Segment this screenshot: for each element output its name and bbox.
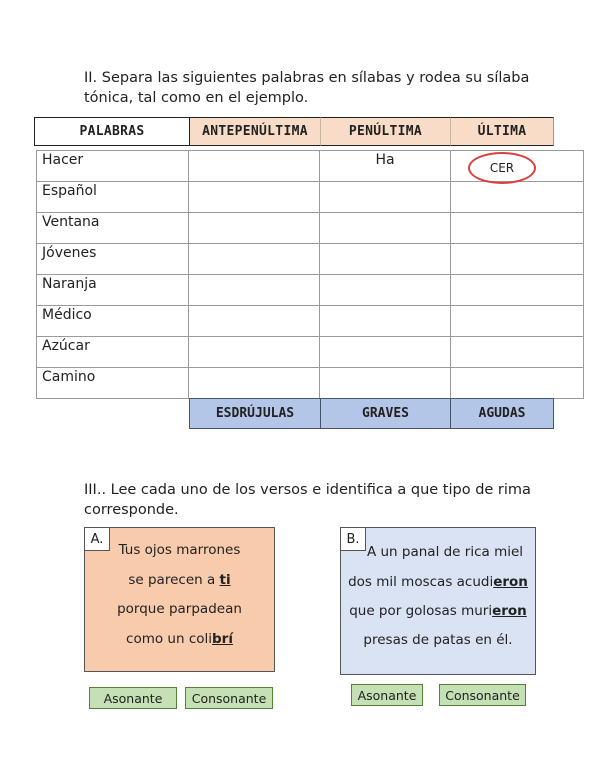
- ultima-cell[interactable]: [451, 337, 584, 368]
- table-row: [37, 337, 584, 368]
- header-ultima: ÚLTIMA: [450, 117, 554, 146]
- antepenultima-cell[interactable]: [189, 368, 320, 399]
- penultima-cell[interactable]: Ha: [375, 152, 395, 168]
- ultima-cell[interactable]: [451, 275, 584, 306]
- footer-graves: GRAVES: [320, 398, 451, 429]
- verse-line: porque parpadean: [117, 601, 242, 617]
- verse-line: Tus ojos marrones: [118, 542, 241, 558]
- box-a-consonante-button[interactable]: Consonante: [185, 687, 273, 709]
- penultima-cell[interactable]: [320, 275, 451, 306]
- antepenultima-cell[interactable]: [189, 337, 320, 368]
- ultima-cell[interactable]: [451, 213, 584, 244]
- verse-label-b: B.: [341, 528, 366, 551]
- table-row: [37, 306, 584, 337]
- header-antepenultima: ANTEPENÚLTIMA: [190, 117, 320, 146]
- penultima-cell[interactable]: [320, 213, 451, 244]
- antepenultima-cell[interactable]: [189, 151, 320, 182]
- syllable-table: [36, 150, 584, 399]
- table-row: [37, 275, 584, 306]
- antepenultima-cell[interactable]: [189, 182, 320, 213]
- verse-label-a: A.: [85, 528, 110, 551]
- section-2-instruction: II. Separa las siguientes palabras en sílabas y rodea su sílaba tónica, tal como en el ejemplo.: [84, 70, 530, 106]
- header-penultima: PENÚLTIMA: [320, 117, 450, 146]
- verse-line: se parecen a ti: [128, 572, 231, 588]
- ultima-cell[interactable]: [451, 244, 584, 275]
- word-cell: Médico: [42, 307, 92, 323]
- antepenultima-cell[interactable]: [189, 213, 320, 244]
- verse-line: que por golosas murieron: [349, 603, 527, 619]
- penultima-cell[interactable]: [320, 244, 451, 275]
- table-row: [37, 182, 584, 213]
- verse-line: A un panal de rica miel: [366, 544, 524, 560]
- section-3-instruction: III.. Lee cada uno de los versos e identifica a que tipo de rima corresponde.: [84, 482, 531, 518]
- antepenultima-cell[interactable]: [189, 275, 320, 306]
- word-cell: Azúcar: [42, 338, 90, 354]
- box-a-asonante-button[interactable]: Asonante: [89, 687, 177, 709]
- footer-agudas: AGUDAS: [450, 398, 554, 429]
- ultima-cell[interactable]: [451, 368, 584, 399]
- word-cell: Naranja: [42, 276, 97, 292]
- circled-syllable: CER: [468, 152, 536, 184]
- box-b-asonante-button[interactable]: Asonante: [351, 684, 423, 706]
- word-cell: Español: [42, 183, 97, 199]
- penultima-cell[interactable]: [320, 368, 451, 399]
- verse-line: dos mil moscas acudieron: [348, 574, 528, 590]
- table-row: [37, 368, 584, 399]
- word-cell: Camino: [42, 369, 96, 385]
- table-row: [37, 244, 584, 275]
- penultima-cell[interactable]: [320, 306, 451, 337]
- footer-esdrujulas: ESDRÚJULAS: [189, 398, 321, 429]
- penultima-cell[interactable]: [320, 182, 451, 213]
- word-cell: Jóvenes: [42, 245, 97, 261]
- verse-line: como un colibrí: [126, 631, 233, 647]
- word-cell: Hacer: [42, 152, 84, 168]
- verse-line: presas de patas en él.: [363, 632, 513, 648]
- header-palabras: PALABRAS: [34, 117, 190, 146]
- penultima-cell[interactable]: [320, 337, 451, 368]
- antepenultima-cell[interactable]: [189, 244, 320, 275]
- antepenultima-cell[interactable]: [189, 306, 320, 337]
- box-b-consonante-button[interactable]: Consonante: [439, 684, 526, 706]
- table-row: [37, 213, 584, 244]
- verse-box-b: [340, 527, 536, 675]
- verse-box-a: [84, 527, 275, 672]
- ultima-cell[interactable]: [451, 182, 584, 213]
- word-cell: Ventana: [42, 214, 100, 230]
- ultima-cell[interactable]: [451, 306, 584, 337]
